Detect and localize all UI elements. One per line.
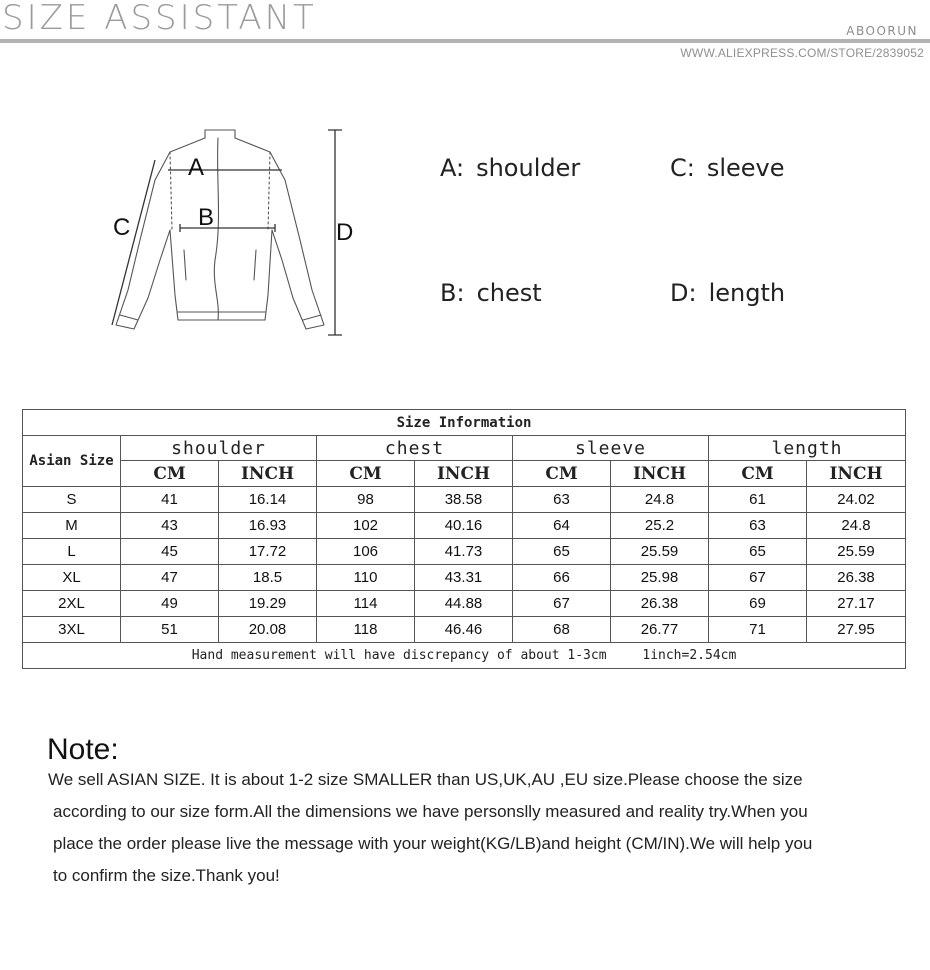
page-title: SIZE ASSISTANT (2, 0, 317, 38)
table-cell: 25.2 (611, 513, 709, 539)
group-header-chest: chest (317, 436, 513, 461)
unit-header-cm: CM (121, 461, 219, 487)
jacket-collar (205, 130, 235, 138)
unit-header-cm: CM (317, 461, 415, 487)
table-cell: 41.73 (415, 539, 513, 565)
header-divider (0, 39, 930, 43)
jacket-pockets (184, 250, 256, 280)
jacket-outline (116, 138, 324, 329)
size-label-cell: S (23, 487, 121, 513)
table-row (23, 539, 906, 565)
table-cell: 24.02 (807, 487, 906, 513)
legend-sleeve: C: sleeve (670, 154, 785, 182)
table-cell: 16.93 (219, 513, 317, 539)
diagram-label-a: A (188, 154, 205, 181)
group-header-sleeve: sleeve (513, 436, 709, 461)
diagram-label-c: C (113, 214, 131, 241)
table-cell: 38.58 (415, 487, 513, 513)
unit-header-inch: INCH (611, 461, 709, 487)
group-header-length: length (709, 436, 906, 461)
table-cell: 44.88 (415, 591, 513, 617)
table-cell: 114 (317, 591, 415, 617)
table-cell: 69 (709, 591, 807, 617)
legend-length: D: length (670, 279, 786, 307)
size-table (22, 409, 906, 669)
store-url: WWW.ALIEXPRESS.COM/STORE/2839052 (680, 46, 924, 60)
table-cell: 110 (317, 565, 415, 591)
table-cell: 26.38 (611, 591, 709, 617)
size-label-cell: XL (23, 565, 121, 591)
table-cell: 26.38 (807, 565, 906, 591)
table-cell: 25.98 (611, 565, 709, 591)
group-header-shoulder: shoulder (121, 436, 317, 461)
jacket-cuffs (120, 315, 321, 320)
unit-header-inch: INCH (219, 461, 317, 487)
table-cell: 102 (317, 513, 415, 539)
table-cell: 63 (709, 513, 807, 539)
measurement-discrepancy-note: Hand measurement will have discrepancy of about 1-3cm (191, 648, 607, 663)
table-cell: 43 (121, 513, 219, 539)
table-cell: 46.46 (415, 617, 513, 643)
table-cell: 47 (121, 565, 219, 591)
table-cell: 19.29 (219, 591, 317, 617)
table-cell: 45 (121, 539, 219, 565)
table-cell: 63 (513, 487, 611, 513)
table-cell: 65 (513, 539, 611, 565)
table-cell: 43.31 (415, 565, 513, 591)
table-cell: 66 (513, 565, 611, 591)
table-cell: 49 (121, 591, 219, 617)
size-label-cell: M (23, 513, 121, 539)
table-cell: 26.77 (611, 617, 709, 643)
asian-size-header: Asian Size (23, 436, 121, 487)
table-cell: 61 (709, 487, 807, 513)
table-cell: 65 (709, 539, 807, 565)
table-cell: 24.8 (807, 513, 906, 539)
table-cell: 98 (317, 487, 415, 513)
note-line-2: according to our size form.All the dimensions we have personslly measured and reality try.When you (53, 802, 808, 821)
table-cell: 24.8 (611, 487, 709, 513)
table-cell: 106 (317, 539, 415, 565)
note-line-4: to confirm the size.Thank you! (53, 866, 280, 885)
inch-conversion-note: 1inch=2.54cm (642, 648, 737, 663)
note-line-1: We sell ASIAN SIZE. It is about 1-2 size SMALLER than US,UK,AU ,EU size.Please choose the size (48, 770, 803, 789)
table-row (23, 565, 906, 591)
jacket-diagram (100, 120, 370, 350)
table-row (23, 591, 906, 617)
table-cell: 64 (513, 513, 611, 539)
unit-header-cm: CM (513, 461, 611, 487)
table-cell: 20.08 (219, 617, 317, 643)
table-cell: 71 (709, 617, 807, 643)
diagram-label-d: D (336, 219, 354, 246)
diagram-label-b: B (198, 204, 215, 231)
note-line-3: place the order please live the message with your weight(KG/LB)and height (CM/IN).We will help you (53, 834, 813, 853)
table-cell: 118 (317, 617, 415, 643)
table-row (23, 617, 906, 643)
table-cell: 27.17 (807, 591, 906, 617)
table-cell: 67 (513, 591, 611, 617)
table-cell: 51 (121, 617, 219, 643)
table-cell: 40.16 (415, 513, 513, 539)
unit-header-inch: INCH (807, 461, 906, 487)
table-cell: 25.59 (611, 539, 709, 565)
size-label-cell: 2XL (23, 591, 121, 617)
table-cell: 25.59 (807, 539, 906, 565)
table-row (23, 513, 906, 539)
brand-name: ABOORUN (846, 24, 918, 38)
jacket-seams (170, 152, 270, 230)
measure-line-sleeve (112, 160, 155, 325)
table-cell: 67 (709, 565, 807, 591)
legend-shoulder: A: shoulder (440, 154, 581, 182)
note-heading: Note: (47, 733, 119, 766)
table-row (23, 487, 906, 513)
table-cell: 16.14 (219, 487, 317, 513)
table-cell: 68 (513, 617, 611, 643)
jacket-zipper (214, 138, 218, 320)
size-label-cell: 3XL (23, 617, 121, 643)
table-cell: 18.5 (219, 565, 317, 591)
table-footer (23, 643, 906, 669)
table-cell: 27.95 (807, 617, 906, 643)
unit-header-inch: INCH (415, 461, 513, 487)
unit-header-cm: CM (709, 461, 807, 487)
table-cell: 41 (121, 487, 219, 513)
size-label-cell: L (23, 539, 121, 565)
table-title: Size Information (23, 410, 906, 436)
legend-chest: B: chest (440, 279, 542, 307)
table-cell: 17.72 (219, 539, 317, 565)
